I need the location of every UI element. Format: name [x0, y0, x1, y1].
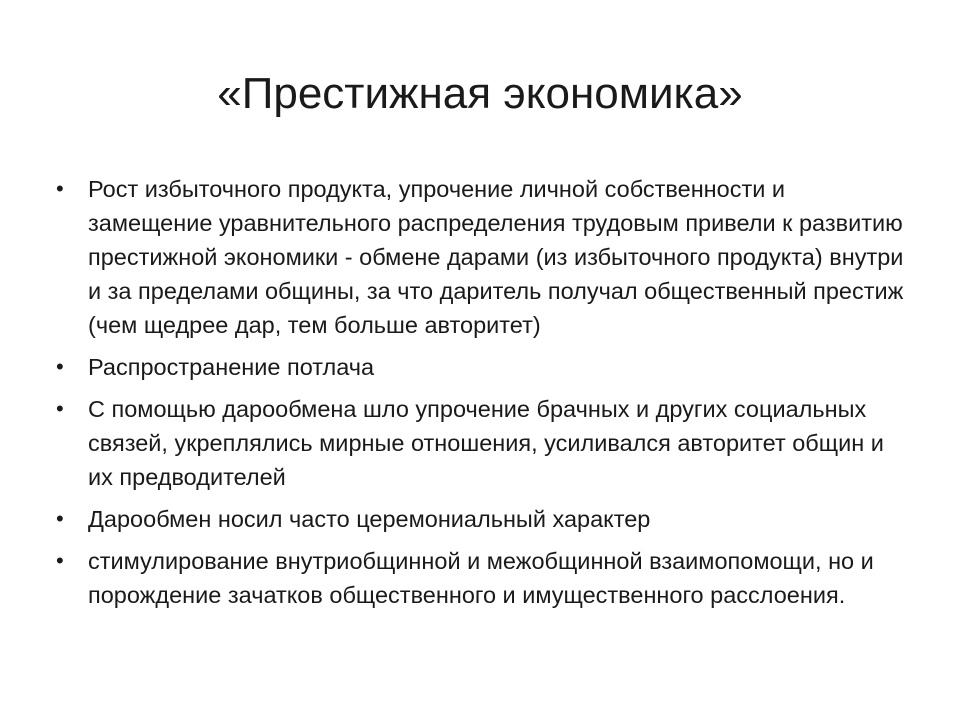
bullet-item — [52, 544, 912, 612]
bullet-text: Дарообмен носил часто церемониальный характер — [88, 506, 651, 532]
bullet-list — [52, 172, 912, 620]
bullet-dot-icon: • — [56, 506, 64, 531]
bullet-text: Рост избыточного продукта, упрочение личной собственности и замещение уравнительного распределения трудовым привели к развитию престижной экономики - обмене дарами (из избыточного продукта) внутри и за пределами общины, за что даритель получал общественный престиж (чем щедрее дар, тем больше авторитет) — [88, 176, 904, 338]
bullet-text: Распространение потлача — [88, 354, 375, 380]
bullet-text: С помощью дарообмена шло упрочение брачных и других социальных связей, укреплялись мирные отношения, усиливался авторитет общин и их предводителей — [88, 396, 884, 490]
slide-title: «Престижная экономика» — [217, 69, 743, 118]
bullet-dot-icon: • — [56, 176, 64, 201]
bullet-item — [52, 392, 912, 494]
bullet-text: стимулирование внутриобщинной и межобщинной взаимопомощи, но и порождение зачатков общественного и имущественного расслоения. — [88, 548, 874, 608]
bullet-item — [52, 350, 912, 384]
bullet-dot-icon: • — [56, 548, 64, 573]
bullet-dot-icon: • — [56, 396, 64, 421]
bullet-dot-icon: • — [56, 354, 64, 379]
bullet-item — [52, 172, 912, 342]
bullet-item — [52, 502, 912, 536]
